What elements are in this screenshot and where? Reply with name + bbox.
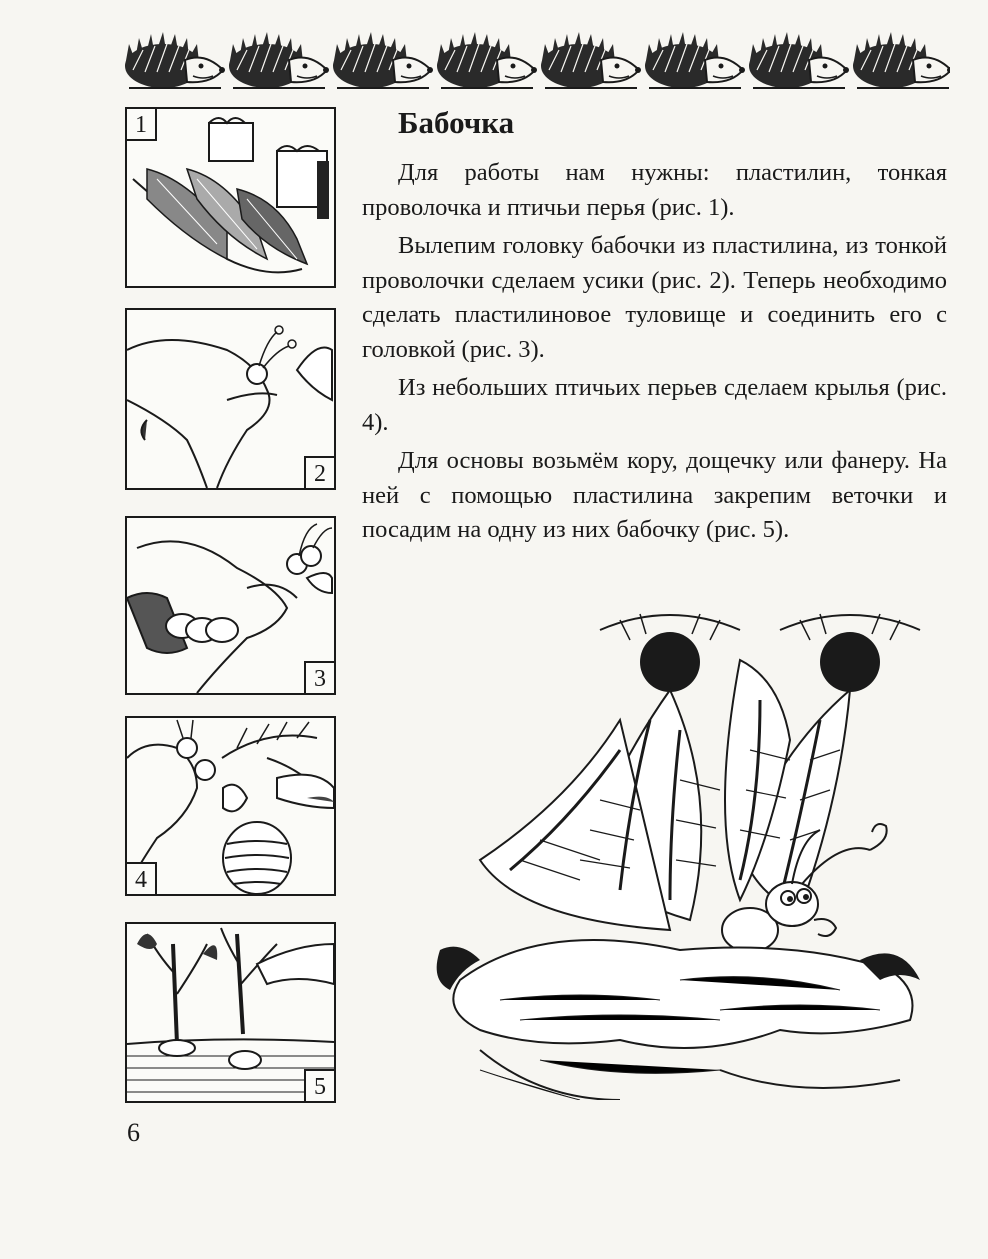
figure-number: 2 [304, 456, 334, 488]
page-number: 6 [127, 1118, 140, 1147]
figure-4 [125, 716, 336, 896]
hedgehog-border-strip [125, 30, 950, 92]
hand-shaping-body-illustration [127, 518, 334, 693]
article-body [362, 156, 947, 552]
paragraph: Для работы нам нужны: пластилин, тонкая проволочка и птичьи перья (рис. 1). [362, 159, 947, 221]
figure-1 [125, 107, 336, 288]
paragraph: Вылепим головку бабочки из пластилина, из тонкой проволочки сделаем усики (рис. 2). Теперь необходимо сделать пластилиновое туловище и соединить его с головкой (рис. 3). [362, 232, 947, 363]
figure-number: 5 [304, 1069, 334, 1101]
figure-number: 1 [127, 109, 157, 141]
figure-5 [125, 922, 336, 1103]
figure-number: 4 [127, 862, 157, 894]
butterfly-on-leaf-illustration [420, 600, 940, 1100]
feathers-plasticine-illustration [127, 109, 334, 286]
page-title: Бабочка [398, 105, 515, 140]
attaching-wings-illustration [127, 718, 334, 894]
twigs-on-base-illustration [127, 924, 334, 1101]
figure-number: 3 [304, 661, 334, 693]
figure-2 [125, 308, 336, 490]
figure-3 [125, 516, 336, 695]
paragraph: Из небольших птичьих перьев сделаем крылья (рис. 4). [362, 374, 947, 436]
paragraph: Для основы возьмём кору, дощечку или фанеру. На ней с помощью пластилина закрепим веточки и посадим на одну из них бабочку (рис. 5). [362, 447, 947, 543]
hand-shaping-head-illustration [127, 310, 334, 488]
